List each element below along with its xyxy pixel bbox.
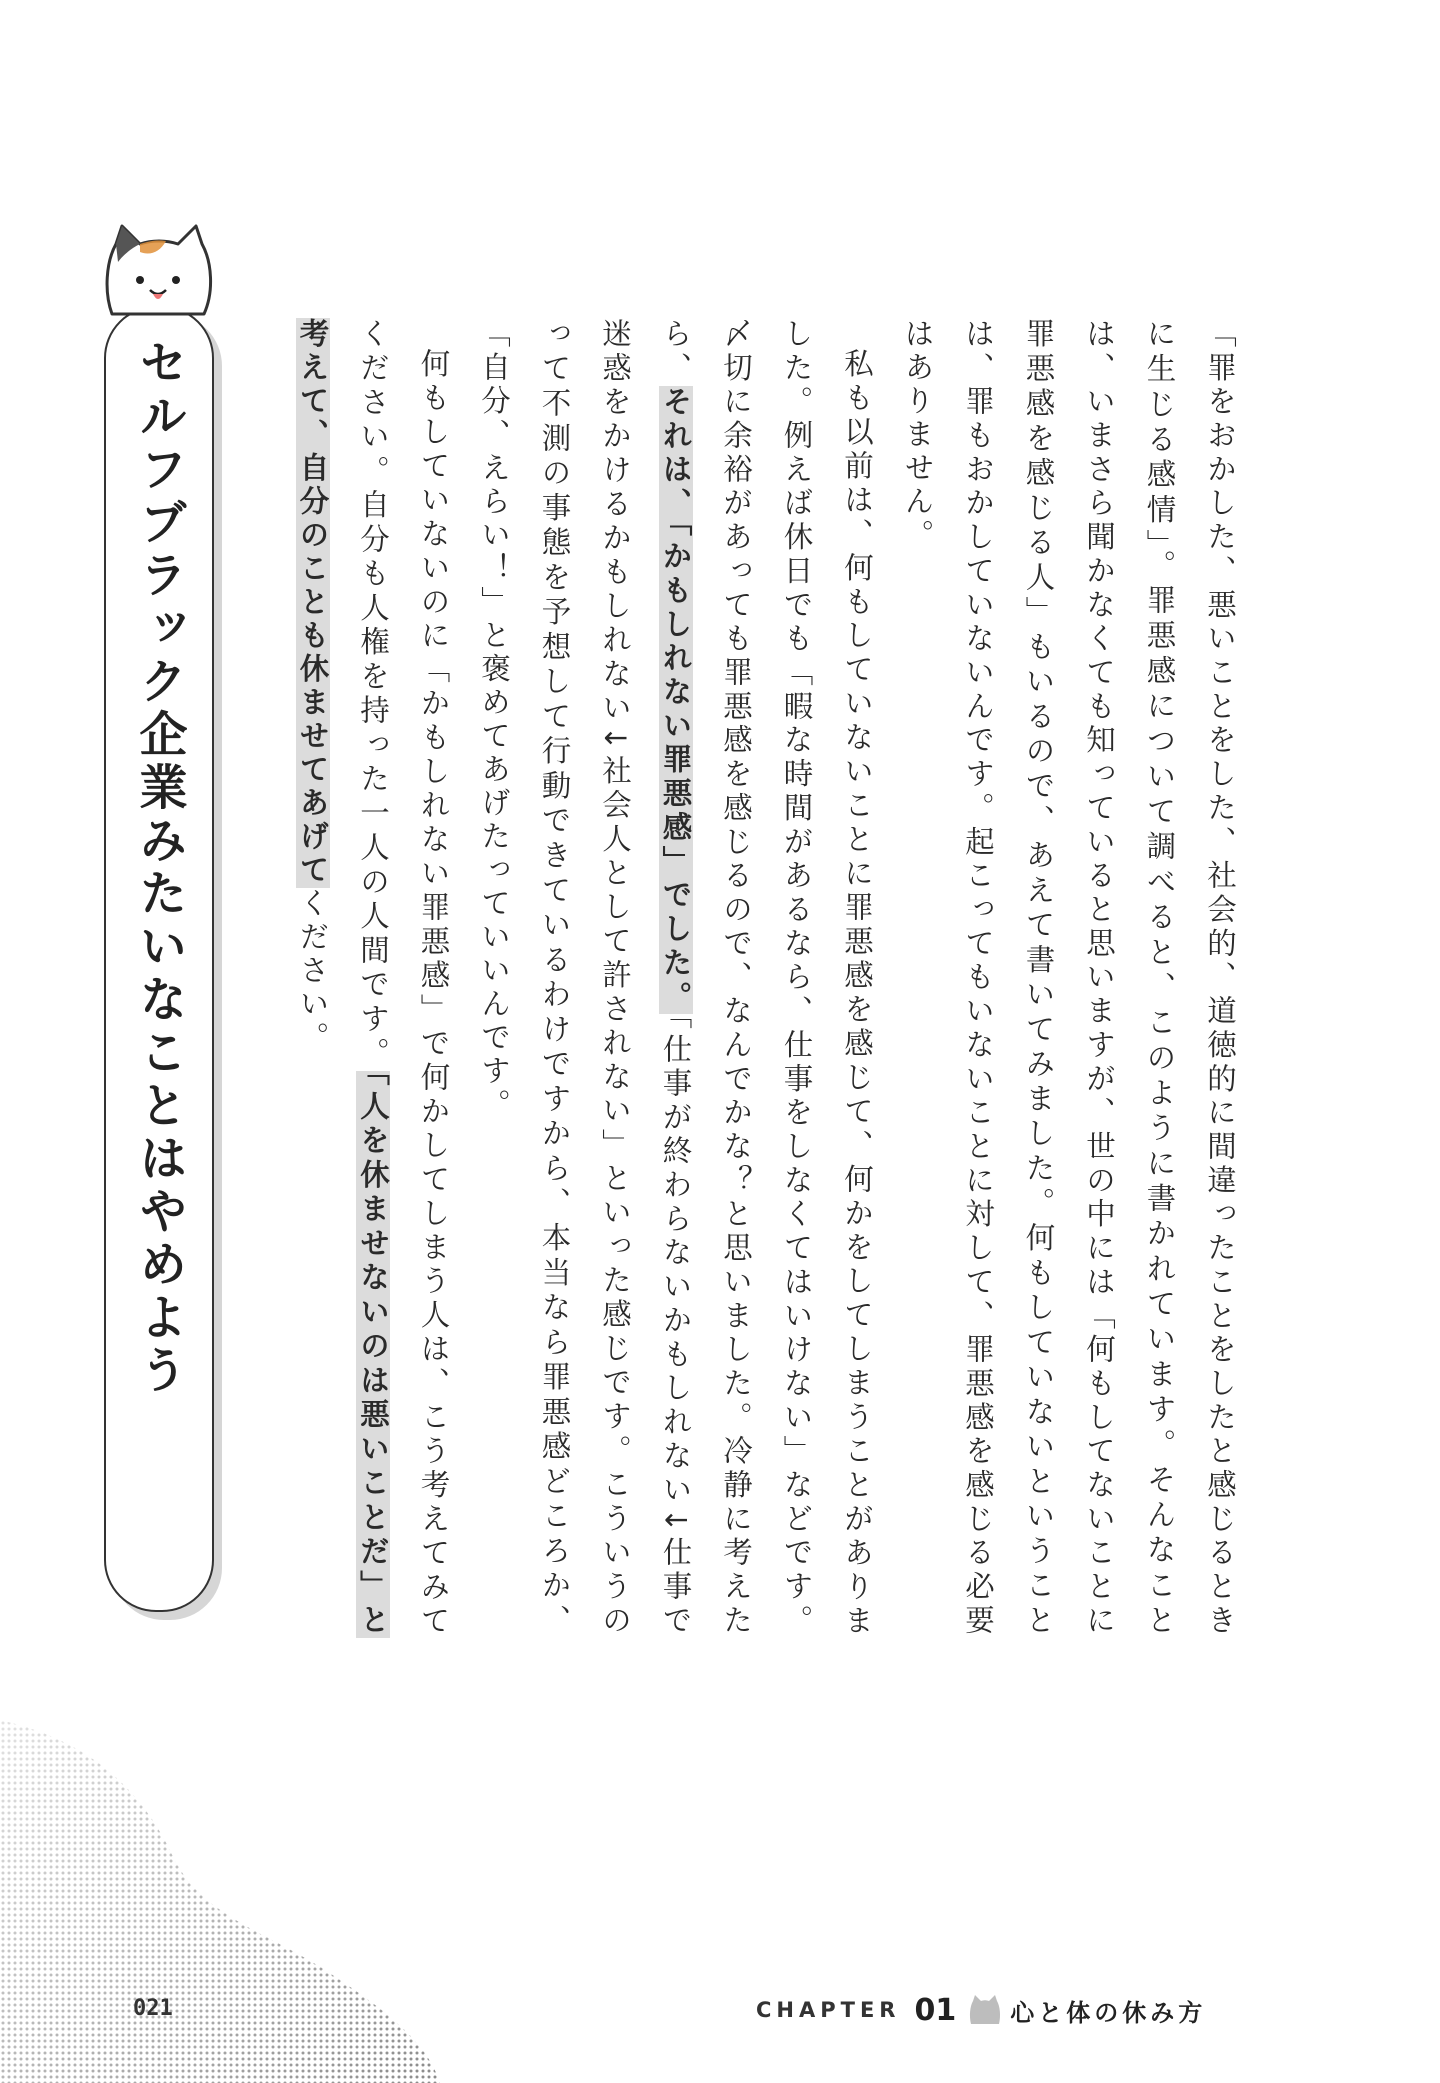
body-text [270, 318, 1250, 1638]
page-title: セルフブラック企業みたいなことはやめよう [131, 338, 187, 1398]
text-segment: ください。 [295, 887, 330, 1055]
chapter-footer [756, 1990, 1206, 2030]
highlighted-text: 「人を休ませないのは悪いことだ」と考えて、自分のことも休ませてあげて [295, 318, 390, 1639]
paragraph-2 [464, 318, 888, 1638]
chapter-number: 01 [914, 1992, 957, 2028]
text-segment: 私も以前は、何もしていないことに罪悪感を感じて、何かをしてしまうことがありました。例えば休日でも「暇な時間があるなら、仕事をしなくてはいけない」などです。〆切に余裕があっても罪悪感を感じるので、なんでかな？と思いました。冷静に考えたら、 [658, 318, 874, 1638]
chapter-title: 心と体の休み方 [1010, 1998, 1207, 2027]
cat-icon [100, 222, 216, 322]
paragraph-3 [282, 318, 464, 1638]
cat-silhouette-icon [968, 1994, 1002, 2026]
text-segment: 「仕事が終わらないかもしれない↓仕事で迷惑をかけるかもしれない↓社会人として許されない」といった感じです。こういうのって不測の事態を予想して行動できているわけですから、本当なら罪悪感どころか、「自分、えらい！」と褒めてあげたっていいんです。 [477, 318, 693, 1639]
title-box [104, 306, 214, 1612]
text-segment: 何もしていないのに「かもしれない罪悪感」で何かしてしまう人は、こう考えてみてください。自分も人権を持った一人の人間です。 [356, 318, 451, 1638]
text-segment: 「罪をおかした、悪いことをした、社会的、道徳的に間違ったことをしたと感じるときに生じる感情」。罪悪感について調べると、このように書かれています。そんなことは、いまさら聞かなくても知っていると思いますが、世の中には「何もしてないことに罪悪感を感じる人」もいるので、あえて書いてみました。何もしていないということは、罪もおかしていないんです。起こってもいないことに対して、罪悪感を感じる必要はありません。 [900, 318, 1237, 1639]
chapter-label: CHAPTER [756, 1998, 901, 2022]
highlighted-text: それは、「かもしれない罪悪感」でした。 [658, 385, 693, 1015]
halftone-wave-decoration [0, 1720, 480, 2083]
paragraph-1 [887, 318, 1250, 1638]
page-number: 021 [133, 1996, 173, 2021]
